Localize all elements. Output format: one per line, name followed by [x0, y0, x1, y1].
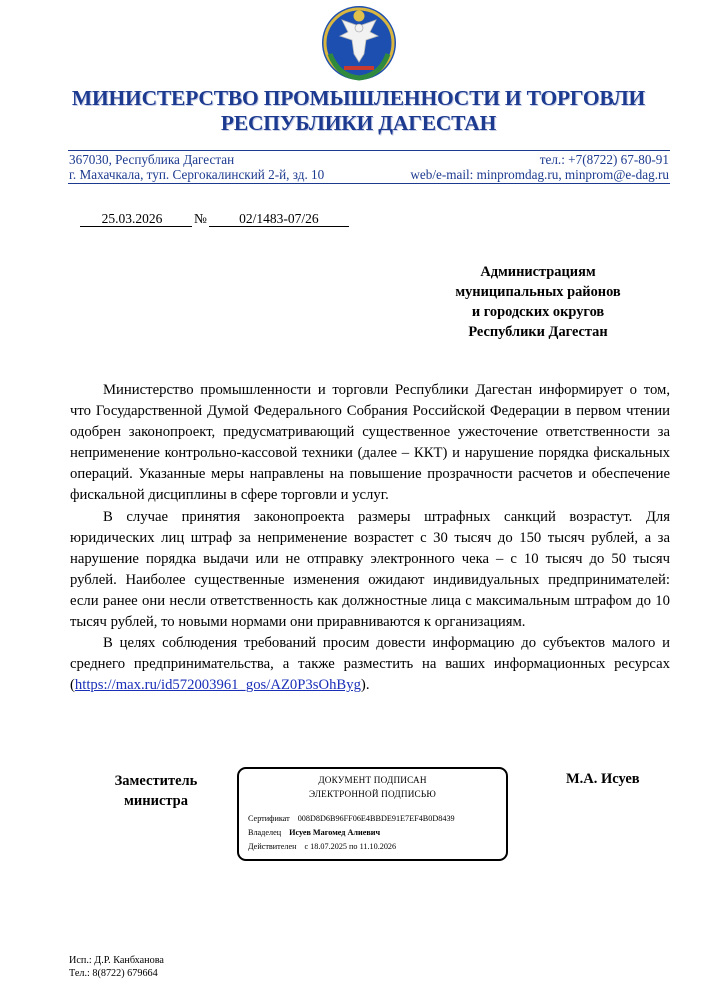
website-link[interactable]: minpromdag.ru	[476, 167, 559, 182]
web-email-label: web/e-mail:	[410, 167, 477, 182]
signatory-position-line-1: Заместитель	[114, 773, 198, 789]
body-paragraph-3-end: ).	[360, 677, 370, 694]
web-email-separator: ,	[558, 167, 565, 182]
body-paragraph-2: В случае принятия законопроекта размеры штрафных санкций возрастут. Для юридических лиц штраф за неприменение возрастет с 30 тысяч до 150 тысяч рублей, а за нарушение порядка выдачи или не отправку электронного чека – с 10 тысяч до 50 тысяч рублей. Наиболее существенные изменения ожидают индивидуальных предпринимателей: если ранее они несли ответственность как должностные лица с максимальным штрафом до 10 тысяч рублей, то новыми нормами они приравниваются к организациям.	[70, 508, 670, 631]
letter-date: 25.03.2026	[80, 211, 184, 227]
stamp-owner-row	[248, 828, 380, 837]
signatory-position-line-2: министра	[124, 793, 188, 809]
stamp-certificate-row	[248, 814, 455, 823]
email-link[interactable]: minprom@e-dag.ru	[564, 167, 669, 182]
body-paragraph-3	[70, 633, 670, 696]
addressee-line-3: и городских округов	[471, 304, 605, 320]
addressee-block	[400, 262, 676, 342]
addressee-line-2: муниципальных районов	[455, 284, 621, 300]
signatory-name: М.А. Исуев	[566, 771, 640, 787]
body-paragraph-1: Министерство промышленности и торговли Республики Дагестан информирует о том, что Государственной Думой Федерального Собрания Российской Федерации в первом чтении одобрен законопроект, предусматривающий существенное ужесточение ответственности за неприменение контрольно-кассовой техники (далее – ККТ) и нарушение порядка фискальных операций. Указанные меры направлены на повышение прозрачности расчетов и обеспечение фискальной дисциплины в сфере торговли и услуг.	[70, 382, 670, 504]
stamp-title-line-2: ЭЛЕКТРОННОЙ ПОДПИСЬЮ	[309, 789, 436, 799]
stamp-owner-value: Исуев Магомед Алиевич	[289, 828, 381, 837]
executor-name: Исп.: Д.Р. Канбханова	[69, 955, 164, 966]
letter-number: 02/1483-07/26	[209, 211, 349, 227]
number-sign: №	[194, 211, 207, 226]
stamp-validity-row	[248, 842, 396, 851]
header-rule-top	[68, 150, 670, 151]
ministry-title-line-2: РЕСПУБЛИКИ ДАГЕСТАН	[220, 111, 497, 135]
executor-phone: Тел.: 8(8722) 679664	[69, 968, 158, 979]
stamp-title-line-1: ДОКУМЕНТ ПОДПИСАН	[318, 775, 427, 785]
registration-line	[80, 211, 349, 227]
ministry-title-line-1: МИНИСТЕРСТВО ПРОМЫШЛЕННОСТИ И ТОРГОВЛИ	[71, 86, 646, 110]
address-line-1: 367030, Республика Дагестан	[69, 152, 235, 167]
addressee-line-1: Администрациям	[480, 264, 596, 280]
header-rule-bottom	[68, 183, 670, 184]
max-channel-link[interactable]: https://max.ru/id572003961_gos/AZ0P3sOhByg	[74, 677, 361, 694]
stamp-validity-label: Действителен	[248, 842, 297, 851]
address-line-2: г. Махачкала, туп. Сергокалинский 2-й, зд. 10	[69, 167, 325, 182]
coat-of-arms-icon	[318, 2, 400, 84]
signatory-position	[92, 771, 220, 811]
addressee-line-4: Республики Дагестан	[468, 324, 608, 340]
stamp-certificate-label: Сертификат	[248, 814, 290, 823]
letter-body	[70, 380, 670, 696]
stamp-owner-label: Владелец	[248, 828, 282, 837]
body-paragraph-3-text: В целях соблюдения требований просим довести информацию до субъектов малого и среднего предпринимательства, а также разместить на ваших информационных ресурсах (	[70, 635, 670, 694]
stamp-certificate-value: 008D8D6B96FF06E4BBDE91E7EF4B0D8439	[297, 814, 455, 823]
stamp-validity-value: с 18.07.2025 по 11.10.2026	[304, 842, 397, 851]
electronic-signature-stamp	[237, 767, 508, 861]
phone-number: тел.: +7(8722) 67-80-91	[539, 152, 669, 167]
web-email	[410, 167, 669, 183]
